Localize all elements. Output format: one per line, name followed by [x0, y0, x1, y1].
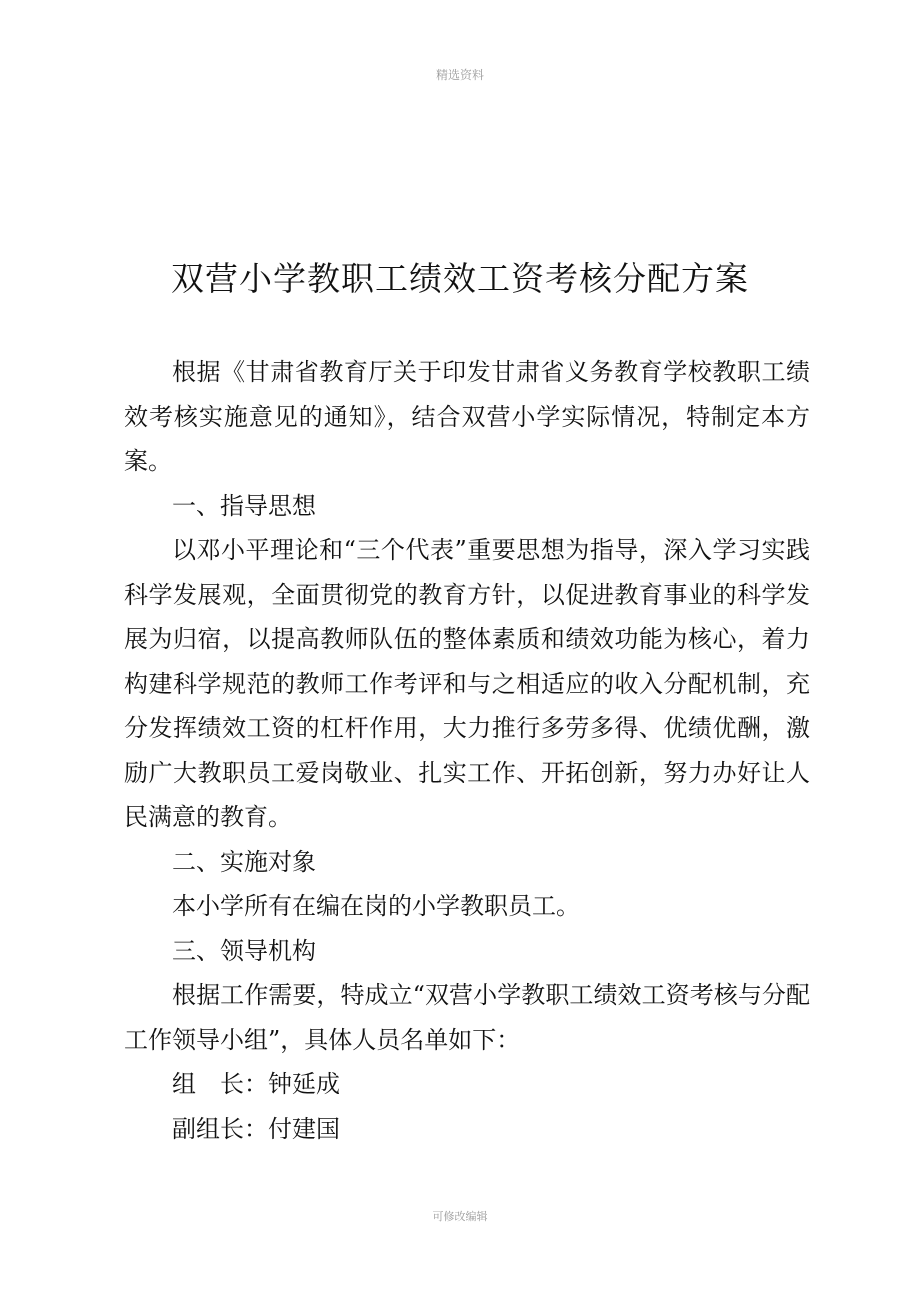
page-footer: 可修改编辑 [432, 1210, 488, 1223]
guiding-thought-paragraph: 以邓小平理论和“三个代表”重要思想为指导，深入学习实践科学发展观，全面贯彻党的教育方针，以促进教育事业的科学发展为归宿，以提高教师队伍的整体素质和绩效功能为核心，着力构建科学规范的教师工作考评和与之相适应的收入分配机制，充分发挥绩效工资的杠杆作用，大力推行多劳多得、优绩优酬，激励广大教职员工爱岗敬业、扎实工作、开拓创新，努力办好让人民满意的教育。 [124, 536, 810, 831]
leader-entry: 组 长：钟延成 [172, 1070, 340, 1098]
page-header: 精选资料 [435, 68, 484, 82]
document-title: 双营小学教职工绩效工资考核分配方案 [171, 259, 749, 298]
section-heading-target: 二、实施对象 [172, 847, 316, 876]
document-body [124, 350, 810, 1151]
intro-paragraph: 根据《甘肃省教育厅关于印发甘肃省义务教育学校教职工绩效考核实施意见的通知》，结合双营小学实际情况，特制定本方案。 [124, 358, 810, 475]
deputy-leader-entry: 副组长：付建国 [172, 1114, 340, 1143]
section-heading-guiding-thought: 一、指导思想 [172, 491, 316, 520]
leadership-paragraph: 根据工作需要，特成立“双营小学教职工绩效工资考核与分配工作领导小组”，具体人员名单如下： [124, 981, 810, 1054]
section-heading-leadership: 三、领导机构 [172, 936, 316, 965]
target-paragraph: 本小学所有在编在岗的小学教职员工。 [172, 892, 580, 920]
